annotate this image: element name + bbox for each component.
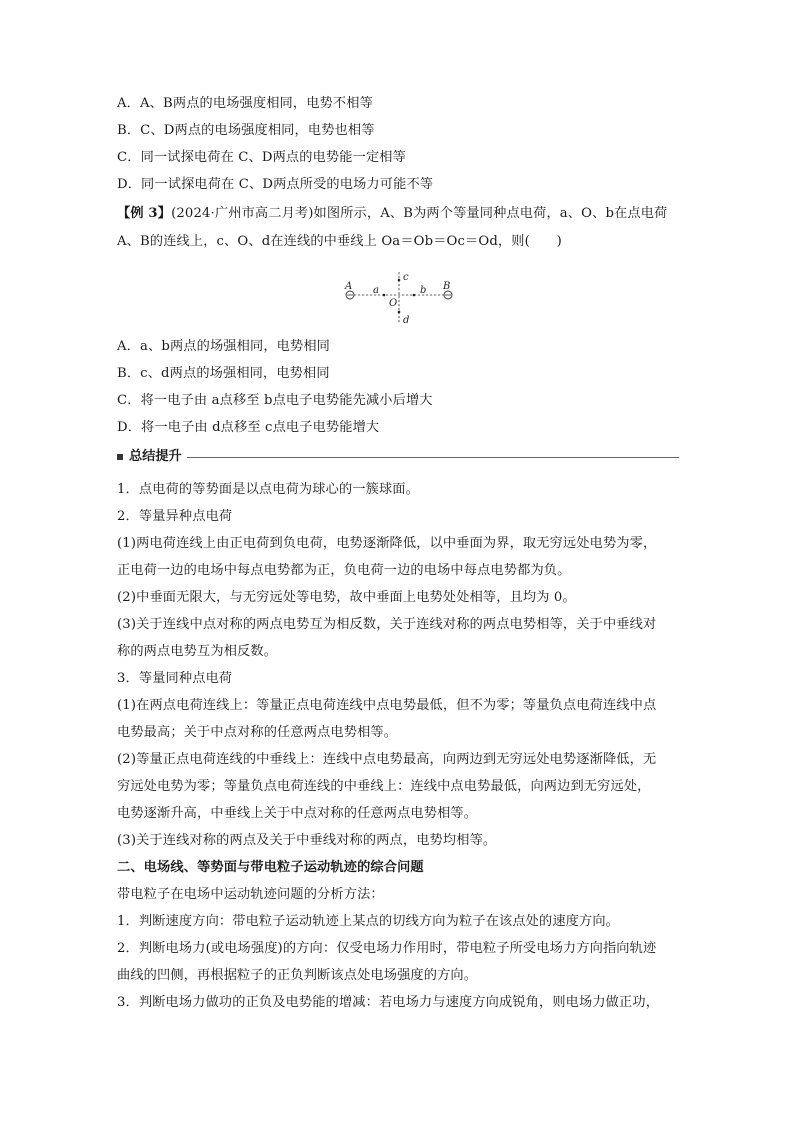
section2-title: 二、电场线、等势面与带电粒子运动轨迹的综合问题 bbox=[117, 860, 424, 875]
section2-line: 带电粒子在电场中运动轨迹问题的分析方法： bbox=[117, 887, 384, 902]
summary-line: 2．等量异种点电荷 bbox=[117, 509, 233, 524]
summary-title: 总结提升 bbox=[129, 449, 182, 464]
summary-line: 3．等量同种点电荷 bbox=[117, 671, 233, 686]
section2-line: 2．判断电场力(或电场强度)的方向：仅受电场力作用时，带电粒子所受电场力方向指向轨迹 bbox=[117, 941, 657, 956]
example3-option-c: C．将一电子由 a点移至 b点电子电势能先减小后增大 bbox=[117, 393, 433, 408]
summary-line: 1．点电荷的等势面是以点电荷为球心的一簇球面。 bbox=[117, 482, 419, 497]
label-c: c bbox=[403, 272, 409, 283]
charge-diagram-svg bbox=[336, 268, 466, 330]
example3-option-b: B．c、d两点的场强相同，电势相同 bbox=[117, 366, 330, 381]
summary-line: 称的两点电势互为相反数。 bbox=[117, 644, 278, 659]
summary-line: 穷远处电势为零；等量负点电荷连线的中垂线上：连线中点电势最低，向两边到无穷远处， bbox=[117, 779, 651, 794]
example3-stem-2: A、B的连线上，c、O、d在连线的中垂线上 Oa＝Ob＝Oc＝Od，则( ) bbox=[117, 234, 562, 249]
summary-line: 正电荷一边的电场中每点电势都为正，负电荷一边的电场中每点电势都为负。 bbox=[117, 563, 571, 578]
summary-line: (3)关于连线对称的两点及关于中垂线对称的两点，电势均相等。 bbox=[117, 833, 497, 848]
section2-line: 3．判断电场力做功的正负及电势能的增减：若电场力与速度方向成锐角，则电场力做正功， bbox=[117, 995, 660, 1010]
point-a bbox=[383, 294, 386, 297]
example3-stem-1: (2024·广州市高二月考)如图所示，A、B为两个等量同种点电荷，a、O、b在点电荷 bbox=[171, 206, 668, 221]
label-b: b bbox=[420, 285, 427, 296]
label-O: O bbox=[389, 298, 398, 309]
label-B: B bbox=[443, 281, 451, 292]
label-A: A bbox=[345, 281, 353, 292]
summary-line: (2)中垂面无限大，与无穷远处等电势，故中垂面上电势处处相等，且均为 0。 bbox=[117, 590, 576, 605]
q2-option-b: B．C、D两点的电场强度相同，电势也相等 bbox=[117, 123, 375, 138]
summary-line: 电势逐渐升高，中垂线上关于中点对称的任意两点电势相等。 bbox=[117, 806, 478, 821]
example3-tag: 【例 3】 bbox=[117, 206, 172, 221]
q2-option-c: C．同一试探电荷在 C、D两点的电势能一定相等 bbox=[117, 150, 406, 165]
section2-line: 曲线的凹侧，再根据粒子的正负判断该点处电场强度的方向。 bbox=[117, 968, 478, 983]
label-d: d bbox=[403, 315, 410, 326]
label-a: a bbox=[373, 285, 379, 296]
charge-diagram bbox=[336, 268, 466, 330]
summary-line: 电势最高；关于中点对称的任意两点电势相等。 bbox=[117, 725, 398, 740]
section2-line: 1．判断速度方向：带电粒子运动轨迹上某点的切线方向为粒子在该点处的速度方向。 bbox=[117, 914, 620, 929]
summary-line: (3)关于连线中点对称的两点电势互为相反数，关于连线对称的两点电势相等，关于中垂线对 bbox=[117, 617, 657, 632]
point-d bbox=[398, 311, 401, 314]
example3-option-d: D．将一电子由 d点移至 c点电子电势能增大 bbox=[117, 420, 380, 435]
summary-line: (2)等量正点电荷连线的中垂线上：连线中点电势最高，向两边到无穷远处电势逐渐降低，无 bbox=[117, 752, 657, 767]
summary-rule bbox=[187, 457, 679, 458]
summary-line: (1)两电荷连线上由正电荷到负电荷，电势逐渐降低，以中垂面为界，取无穷远处电势为零， bbox=[117, 536, 657, 551]
example3-line1 bbox=[117, 204, 679, 224]
q2-option-a: A．A、B两点的电场强度相同，电势不相等 bbox=[117, 96, 373, 111]
point-b bbox=[413, 294, 416, 297]
summary-header bbox=[117, 447, 679, 467]
q2-option-d: D．同一试探电荷在 C、D两点所受的电场力可能不等 bbox=[117, 177, 434, 192]
summary-square-icon bbox=[117, 454, 123, 460]
point-c bbox=[398, 279, 401, 282]
example3-option-a: A．a、b两点的场强相同，电势相同 bbox=[117, 339, 331, 354]
summary-line: (1)在两点电荷连线上：等量正点电荷连线中点电势最低，但不为零；等量负点电荷连线中点 bbox=[117, 698, 657, 713]
